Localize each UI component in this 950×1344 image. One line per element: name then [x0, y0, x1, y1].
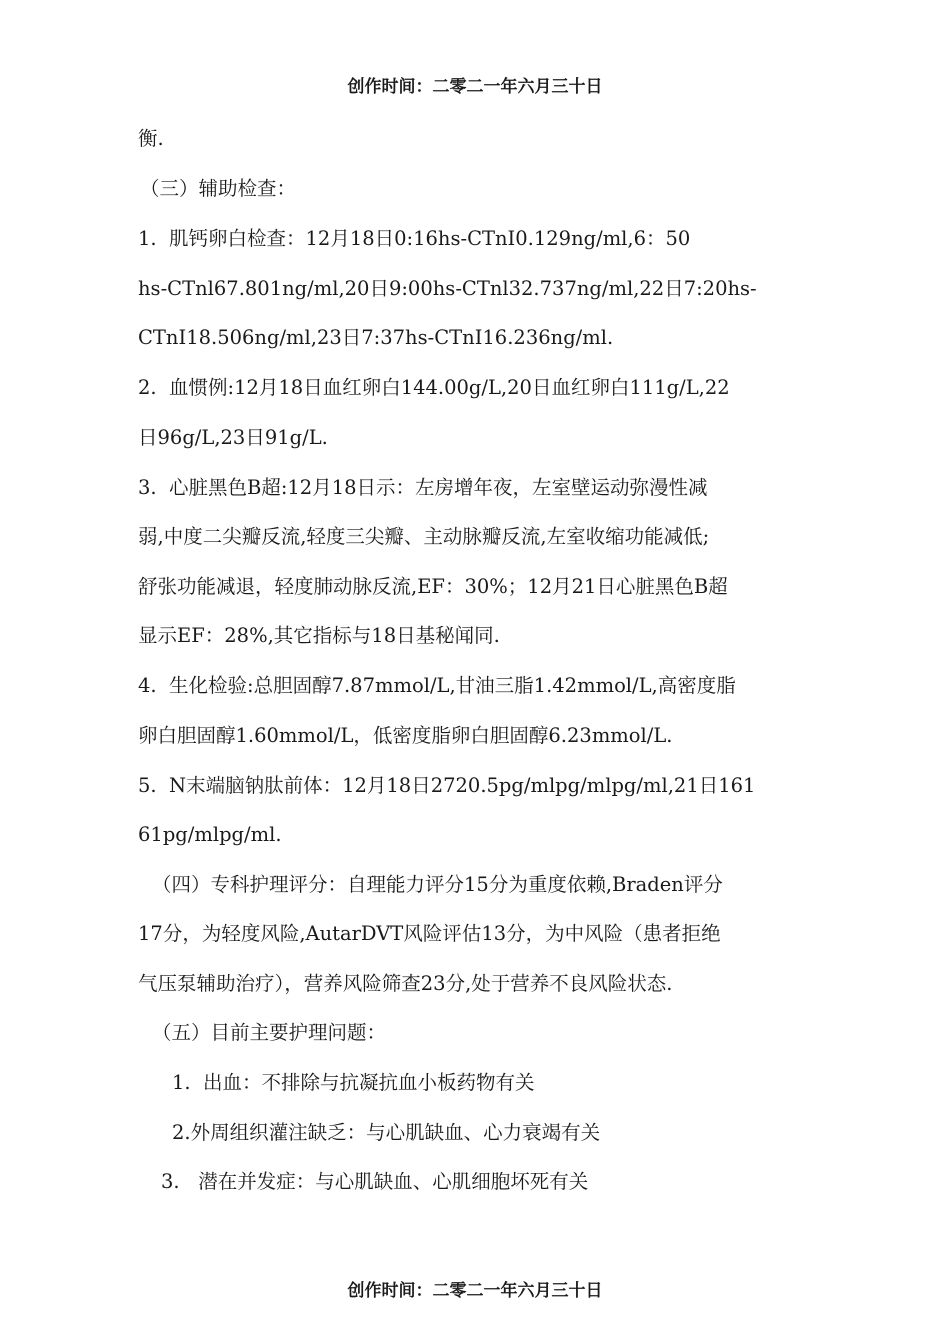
- text-line: 日96g/L,23日91g/L.: [138, 426, 328, 449]
- text-line: 气压泵辅助治疗），营养风险筛查23分,处于营养不良风险状态.: [138, 972, 673, 995]
- text-line: 3. 心脏黑色B超:12月18日示：左房增年夜，左室壁运动弥漫性减: [138, 476, 708, 499]
- section-heading-nursing-problems: （五）目前主要护理问题：: [152, 1021, 387, 1044]
- text-line: 4. 生化检验:总胆固醇7.87mmol/L,甘油三脂1.42mmol/L,高密度脂: [138, 674, 736, 697]
- list-item: 1. 出血：不排除与抗凝抗血小板药物有关: [172, 1071, 535, 1094]
- text-line: 卵白胆固醇1.60mmol/L，低密度脂卵白胆固醇6.23mmol/L.: [138, 724, 673, 747]
- text-line: 显示EF：28%,其它指标与18日基秘闻同.: [138, 624, 500, 647]
- text-line: 衡.: [138, 127, 164, 150]
- text-line: 弱,中度二尖瓣反流,轻度三尖瓣、主动脉瓣反流,左室收缩功能减低;: [138, 525, 710, 548]
- text-line: hs-CTnl67.801ng/ml,20日9:00hs-CTnl32.737ng/ml,22日7:20hs-: [138, 277, 757, 300]
- page-header: 创作时间：二零二一年六月三十日: [347, 77, 603, 97]
- list-item: 3. 潜在并发症：与心肌缺血、心肌细胞坏死有关: [161, 1170, 589, 1193]
- text-line: 17分，为轻度风险,AutarDVT风险评估13分，为中风险（患者拒绝: [138, 922, 721, 945]
- text-line: 61pg/mlpg/ml.: [138, 823, 282, 846]
- text-line: CTnI18.506ng/ml,23日7:37hs-CTnI16.236ng/ml.: [138, 326, 614, 349]
- page-footer: 创作时间：二零二一年六月三十日: [347, 1281, 603, 1301]
- section-heading-auxiliary-exam: （三）辅助检查：: [140, 177, 297, 200]
- text-line: 2. 血惯例:12月18日血红卵白144.00g/L,20日血红卵白111g/L,22: [138, 376, 730, 399]
- list-item: 2.外周组织灌注缺乏：与心肌缺血、心力衰竭有关: [172, 1121, 601, 1144]
- text-line: 1. 肌钙卵白检查：12月18日0:16hs-CTnI0.129ng/ml,6：50: [138, 227, 691, 250]
- text-line: 5. N末端脑钠肽前体：12月18日2720.5pg/mlpg/mlpg/ml,21日161: [138, 774, 756, 797]
- section-heading-nursing-score: （四）专科护理评分：自理能力评分15分为重度依赖,Braden评分: [152, 873, 723, 896]
- text-line: 舒张功能减退，轻度肺动脉反流,EF：30%；12月21日心脏黑色B超: [138, 575, 728, 598]
